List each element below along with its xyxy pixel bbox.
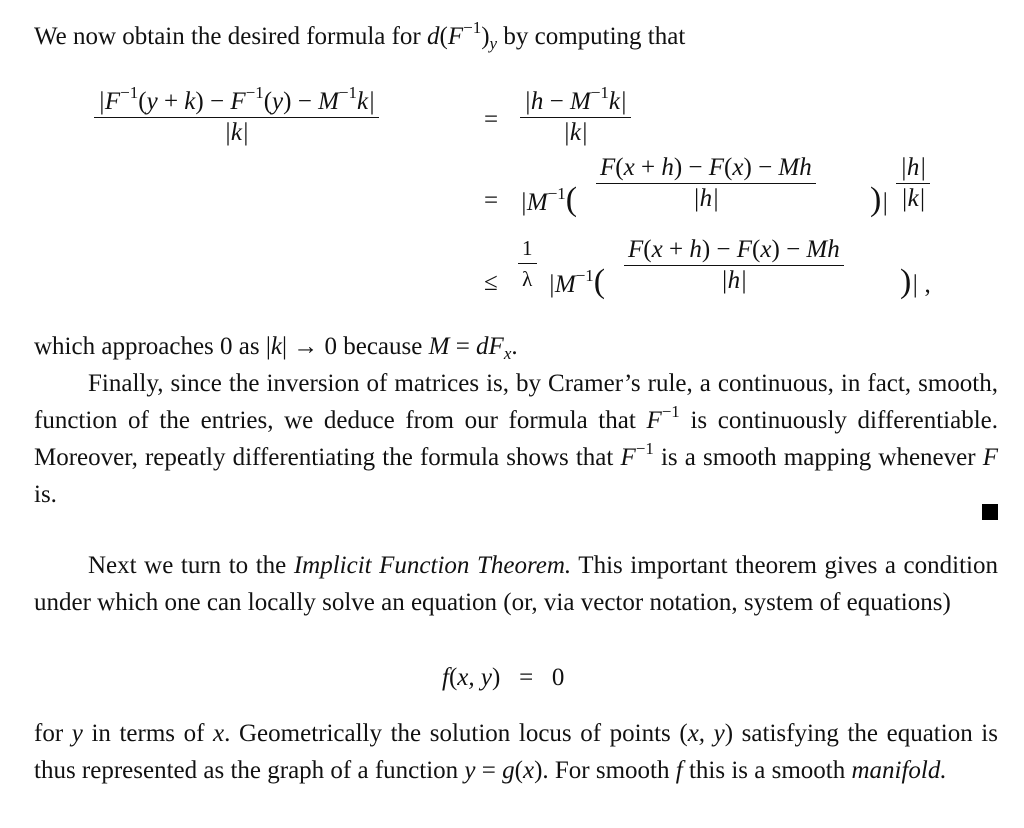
row1-fraction [520,83,631,148]
row2-inner-numerator: F(x + h) − F(x) − Mh [600,154,812,181]
row1-denominator: |k| [563,119,588,147]
theorem-name: Implicit Function Theorem. [293,552,572,579]
next-prefix: Next we turn to the [88,552,294,579]
relation-equals-2: = [484,187,499,214]
finally-paragraph: Finally, since the inversion of matrices is, by Cramer’s rule, a continuous, in fact, smooth, function of the entries, we deduce from our formula that $F^{-1}$ is continuously differentiable. Moreover, repeatly differentiating the formula shows that $F^{-1}$ is a smooth mapping whenever F is. [34,370,999,508]
row3-inner-numerator: F(x + h) − F(x) − Mh [628,236,840,263]
row3-inner-fraction [624,235,844,296]
intro-text-before: We now obtain the desired formula for [34,23,428,50]
approaches-paragraph: which approaches 0 as |k| → 0 because $M = dF_x$. [34,333,518,363]
implicit-equation: f(x, y) = 0 [442,664,565,691]
next-paragraph [34,547,998,621]
manifold-word: manifold. [851,757,947,784]
lhs-denominator: |k| [224,119,249,147]
row3-coef-numerator: 1 [522,236,533,260]
lhs-numerator: $|F^{-1}(y + k) - F^{-1}(y) - M^{-1}k|$ [98,83,375,115]
intro-text-after: by computing that [497,23,686,50]
qed-square-icon [982,504,998,520]
row3-close: )| , [900,263,931,300]
geometric-paragraph: for y in terms of x. Geometrically the solution locus of points (x, y) satisfying the equation is thus represented as the graph of a function y = g(x). For smooth f this is a smooth manifold. [34,720,998,784]
relation-equals-1: = [484,106,499,133]
row2-close: )| [870,181,889,218]
row3-inner-denominator: |h| [720,267,747,295]
row3-coefficient [518,233,537,294]
row3-matrix: $|M^{-1}$( [548,263,606,300]
row2-right-denominator: |k| [900,185,926,213]
intro-formula: d [427,23,440,50]
row1-numerator: $|h - M^{-1}k|$ [524,83,627,115]
row2-inner-denominator: |h| [692,185,719,213]
lhs-fraction [94,83,379,148]
intro-paragraph: We now obtain the desired formula for $d(F^{-1})_y$ by computing that [34,18,686,53]
row2-matrix: $|M^{-1}$( [520,181,578,218]
next-rest: This important theorem gives a condition under which one can locally solve an equation (or, via vector notation, system of equations) [34,552,998,616]
row2-right-fraction [896,153,930,214]
relation-le: ≤ [484,269,498,296]
display-equation-block [34,83,998,317]
row2-inner-fraction [596,153,816,214]
row2-right-numerator: |h| [900,154,927,181]
row3-coef-denominator: λ [522,267,533,292]
